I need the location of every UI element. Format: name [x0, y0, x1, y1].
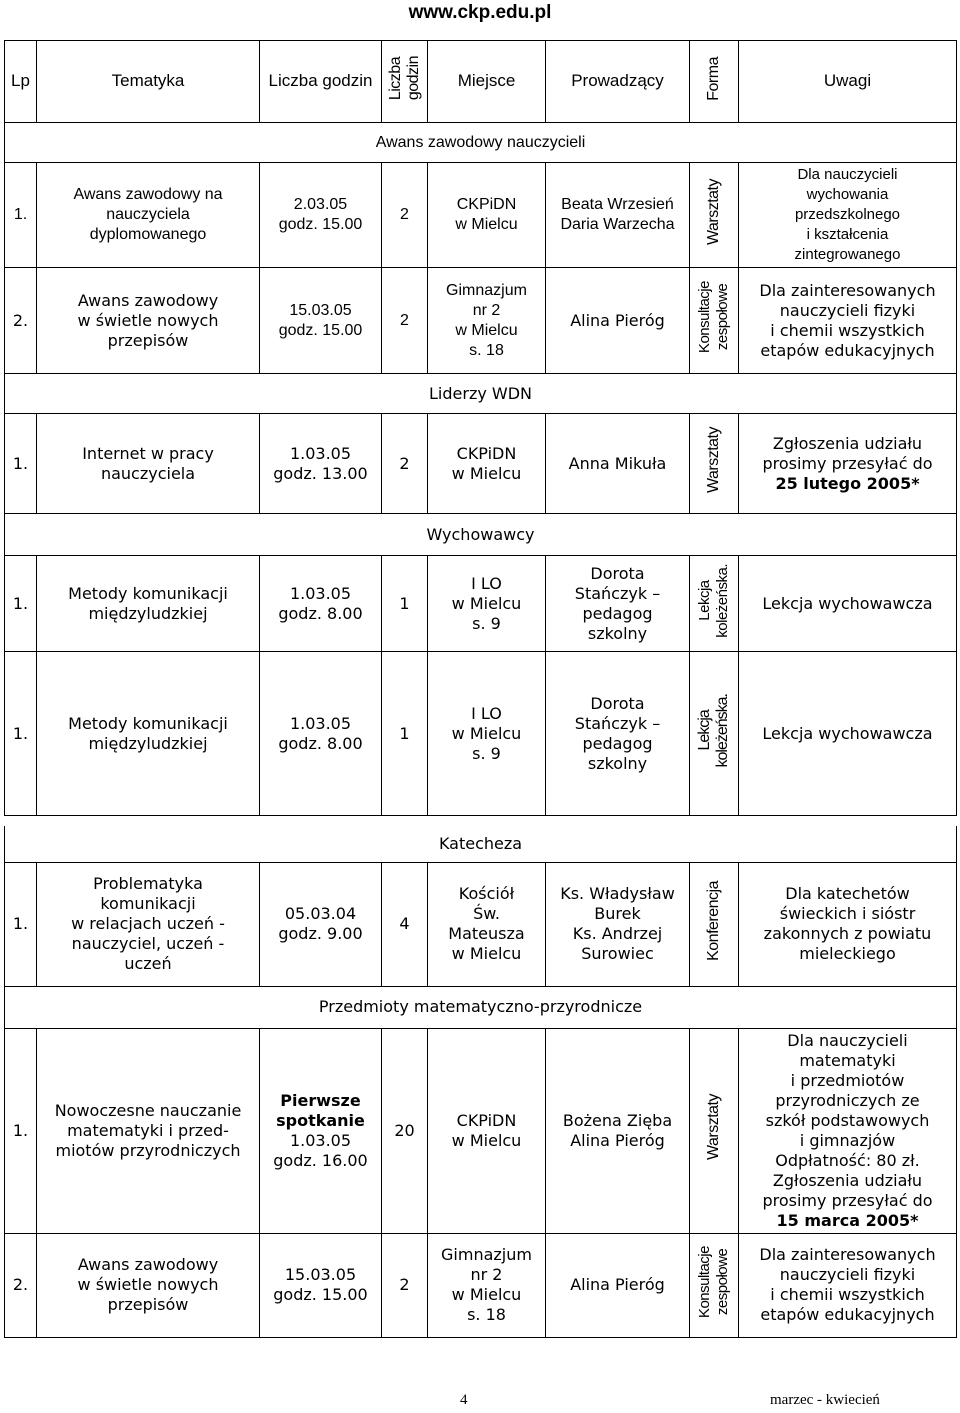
page-number: 4 — [460, 1392, 468, 1408]
row-hours: 1 — [382, 652, 428, 816]
row-lp: 1. — [5, 163, 37, 268]
row-place: Gimnazjum nr 2 w Mielcu s. 18 — [428, 1233, 546, 1337]
table-row — [5, 268, 957, 374]
deadline: 15 marca 2005* — [776, 1210, 919, 1230]
row-topic: Metody komunikacji międzyludzkiej — [37, 652, 260, 816]
section-header — [5, 514, 957, 556]
row-form: Warsztaty — [690, 163, 739, 268]
section-title: Awans zawodowy nauczycieli — [5, 123, 957, 163]
row-leader: Beata Wrzesień Daria Warzecha — [546, 163, 690, 268]
header-leader: Prowadzący — [546, 41, 690, 123]
row-date: 05.03.04 godz. 9.00 — [260, 862, 382, 986]
row-date: 15.03.05 godz. 15.00 — [260, 1233, 382, 1337]
table-row — [5, 1233, 957, 1337]
training-schedule-table — [4, 40, 957, 816]
row-leader: Bożena Zięba Alina Pieróg — [546, 1028, 690, 1233]
row-lp: 2. — [5, 1233, 37, 1337]
row-notes: Dla zainteresowanych nauczycieli fizyki i chemii wszystkich etapów edukacyjnych — [739, 1233, 957, 1337]
header-form: Forma — [690, 41, 739, 123]
row-leader: Anna Mikuła — [546, 414, 690, 514]
row-lp: 1. — [5, 652, 37, 816]
row-topic: Awans zawodowy w świetle nowych przepisów — [37, 268, 260, 374]
row-notes — [739, 414, 957, 514]
row-lp: 1. — [5, 414, 37, 514]
row-hours: 2 — [382, 414, 428, 514]
row-place: I LO w Mielcu s. 9 — [428, 556, 546, 652]
row-lp: 2. — [5, 268, 37, 374]
header-place: Miejsce — [428, 41, 546, 123]
header-hours: Liczba godzin — [382, 41, 428, 123]
row-leader: Dorota Stańczyk – pedagog szkolny — [546, 556, 690, 652]
row-notes: Dla katechetów świeckich i sióstr zakonnych z powiatu mieleckiego — [739, 862, 957, 986]
row-form: Warsztaty — [690, 1028, 739, 1233]
section-header — [5, 374, 957, 414]
row-lp: 1. — [5, 556, 37, 652]
row-place: CKPiDN w Mielcu — [428, 414, 546, 514]
row-topic: Nowoczesne nauczanie matematyki i przed- miotów przyrodniczych — [37, 1028, 260, 1233]
row-form: Konferencja — [690, 862, 739, 986]
section-header — [5, 123, 957, 163]
training-schedule-table-part2 — [4, 826, 957, 1338]
site-url: www.ckp.edu.pl — [408, 2, 552, 23]
row-place: CKPiDN w Mielcu — [428, 163, 546, 268]
row-form: Lekcja koleżeńska. — [690, 556, 739, 652]
row-leader: Alina Pieróg — [546, 1233, 690, 1337]
section-title: Liderzy WDN — [5, 374, 957, 414]
section-title: Przedmioty matematyczno-przyrodnicze — [5, 986, 957, 1028]
table-row — [5, 862, 957, 986]
first-meeting-label: Pierwsze spotkanie — [276, 1090, 365, 1130]
table-row — [5, 556, 957, 652]
row-notes: Dla nauczycieli wychowania przedszkolnego i kształcenia zintegrowanego — [739, 163, 957, 268]
table-row — [5, 414, 957, 514]
row-leader: Alina Pieróg — [546, 268, 690, 374]
row-date: 2.03.05 godz. 15.00 — [260, 163, 382, 268]
table-row — [5, 652, 957, 816]
row-date: 1.03.05 godz. 8.00 — [260, 556, 382, 652]
date-text: 1.03.05 godz. 16.00 — [273, 1130, 368, 1170]
header-row — [5, 41, 957, 123]
row-notes: Lekcja wychowawcza — [739, 556, 957, 652]
notes-text: Dla nauczycieli matematyki i przedmiotów przyrodniczych ze szkół podstawowych i gimnazjów Odpłatność: 80 zł. Zgłoszenia udziału prosimy przesyłać do — [762, 1030, 933, 1210]
row-place: Gimnazjum nr 2 w Mielcu s. 18 — [428, 268, 546, 374]
row-notes: Dla zainteresowanych nauczycieli fizyki i chemii wszystkich etapów edukacyjnych — [739, 268, 957, 374]
row-topic: Problematyka komunikacji w relacjach uczeń - nauczyciel, uczeń - uczeń — [37, 862, 260, 986]
header-lp: Lp — [5, 41, 37, 123]
row-form: Warsztaty — [690, 414, 739, 514]
row-form: Lekcja koleżeńska. — [690, 652, 739, 816]
row-place: Kościół Św. Mateusza w Mielcu — [428, 862, 546, 986]
row-hours: 2 — [382, 163, 428, 268]
row-date: 15.03.05 godz. 15.00 — [260, 268, 382, 374]
section-header — [5, 986, 957, 1028]
footer-period: marzec - kwiecień — [770, 1392, 880, 1408]
row-date: 1.03.05 godz. 13.00 — [260, 414, 382, 514]
table-row — [5, 1028, 957, 1233]
table-row — [5, 163, 957, 268]
notes-text: Zgłoszenia udziału prosimy przesyłać do — [762, 433, 933, 473]
header-date: Liczba godzin — [260, 41, 382, 123]
row-date: 1.03.05 godz. 8.00 — [260, 652, 382, 816]
section-header — [5, 826, 957, 862]
row-form: Konsultacje zespołowe — [690, 268, 739, 374]
section-title: Wychowawcy — [5, 514, 957, 556]
row-lp: 1. — [5, 862, 37, 986]
section-title: Katecheza — [5, 826, 957, 862]
row-topic: Internet w pracy nauczyciela — [37, 414, 260, 514]
row-place: I LO w Mielcu s. 9 — [428, 652, 546, 816]
header-notes: Uwagi — [739, 41, 957, 123]
row-notes: Lekcja wychowawcza — [739, 652, 957, 816]
row-form: Konsultacje zespołowe — [690, 1233, 739, 1337]
row-topic: Awans zawodowy w świetle nowych przepisów — [37, 1233, 260, 1337]
row-hours: 4 — [382, 862, 428, 986]
row-date — [260, 1028, 382, 1233]
row-hours: 2 — [382, 1233, 428, 1337]
row-topic: Awans zawodowy na nauczyciela dyplomowanego — [37, 163, 260, 268]
row-lp: 1. — [5, 1028, 37, 1233]
row-topic: Metody komunikacji międzyludzkiej — [37, 556, 260, 652]
deadline: 25 lutego 2005* — [775, 473, 920, 493]
row-hours: 20 — [382, 1028, 428, 1233]
row-hours: 2 — [382, 268, 428, 374]
row-notes — [739, 1028, 957, 1233]
row-place: CKPiDN w Mielcu — [428, 1028, 546, 1233]
header-topic: Tematyka — [37, 41, 260, 123]
row-leader: Dorota Stańczyk – pedagog szkolny — [546, 652, 690, 816]
row-hours: 1 — [382, 556, 428, 652]
row-leader: Ks. Władysław Burek Ks. Andrzej Surowiec — [546, 862, 690, 986]
